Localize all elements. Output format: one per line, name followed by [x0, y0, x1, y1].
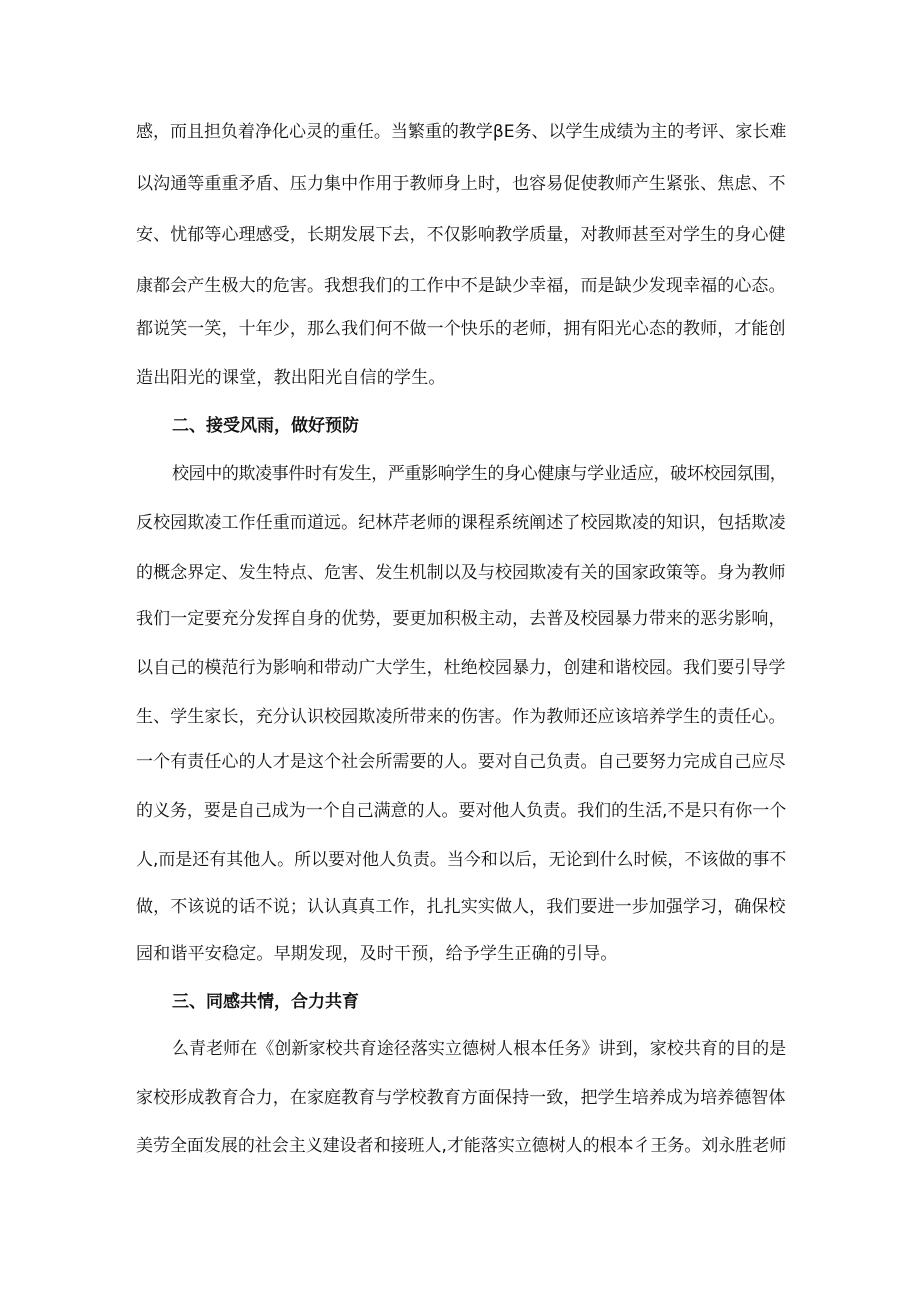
paragraph-line: 都说笑一笑，十年少，那么我们何不做一个快乐的老师，拥有阳光心态的教师，才能创	[136, 319, 786, 339]
section-heading: 三、同感共情，合力共育	[172, 992, 359, 1012]
paragraph-line: 以自己的模范行为影响和带动广大学生，杜绝校园暴力，创建和谐校园。我们要引导学	[136, 658, 786, 678]
paragraph-line: 生、学生家长，充分认识校园欺凌所带来的伤害。作为教师还应该培养学生的责任心。	[136, 707, 786, 727]
paragraph-line: 的概念界定、发生特点、危害、发生机制以及与校园欺凌有关的国家政策等。身为教师	[136, 563, 786, 583]
paragraph-line: 一个有责任心的人才是这个社会所需要的人。要对自己负责。自己要努力完成自己应尽	[136, 752, 786, 772]
paragraph-line: 美劳全面发展的社会主义建设者和接班人,才能落实立德树人的根本彳王务。刘永胜老师	[136, 1136, 787, 1156]
paragraph-line: 家校形成教育合力，在家庭教育与学校教育方面保持一致，把学生培养成为培养德智体	[136, 1088, 786, 1108]
paragraph-line: 造出阳光的课堂，教出阳光自信的学生。	[136, 368, 446, 388]
section-heading: 二、接受风雨，做好预防	[172, 416, 359, 436]
paragraph-line: 园和谐平安稳定。早期发现，及时干预，给予学生正确的引导。	[136, 944, 618, 964]
paragraph-line: 反校园欺凌工作任重而道远。纪林芹老师的课程系统阐述了校园欺凌的知识，包括欺凌	[136, 513, 786, 533]
paragraph-line: 做，不该说的话不说；认认真真工作，扎扎实实做人，我们要进一步加强学习，确保校	[136, 897, 786, 917]
paragraph-line: 人,而是还有其他人。所以要对他人负责。当今和以后，无论到什么时候，不该做的事不	[136, 850, 787, 870]
paragraph-line: 么青老师在《创新家校共育途径落实立德树人根本任务》讲到，家校共育的目的是	[172, 1039, 787, 1059]
paragraph-line: 我们一定要充分发挥自身的优势，要更加积极主动，去普及校园暴力带来的恶劣影响，	[136, 609, 786, 629]
paragraph-line: 康都会产生极大的危害。我想我们的工作中不是缺少幸福，而是缺少发现幸福的心态。	[136, 276, 786, 296]
paragraph-line: 感，而且担负着净化心灵的重任。当繁重的教学βE务、以学生成绩为主的考评、家长难	[136, 122, 787, 142]
paragraph-line: 校园中的欺凌事件时有发生，严重影响学生的身心健康与学业适应，破坏校园氛围，	[172, 464, 787, 484]
paragraph-line: 的义务，要是自己成为一个自己满意的人。要对他人负责。我们的生活,不是只有你一个	[136, 801, 787, 821]
paragraph-line: 安、忧郁等心理感受，长期发展下去，不仅影响教学质量，对教师甚至对学生的身心健	[136, 225, 786, 245]
paragraph-line: 以沟通等重重矛盾、压力集中作用于教师身上时，也容易促使教师产生紧张、焦虑、不	[136, 174, 786, 194]
